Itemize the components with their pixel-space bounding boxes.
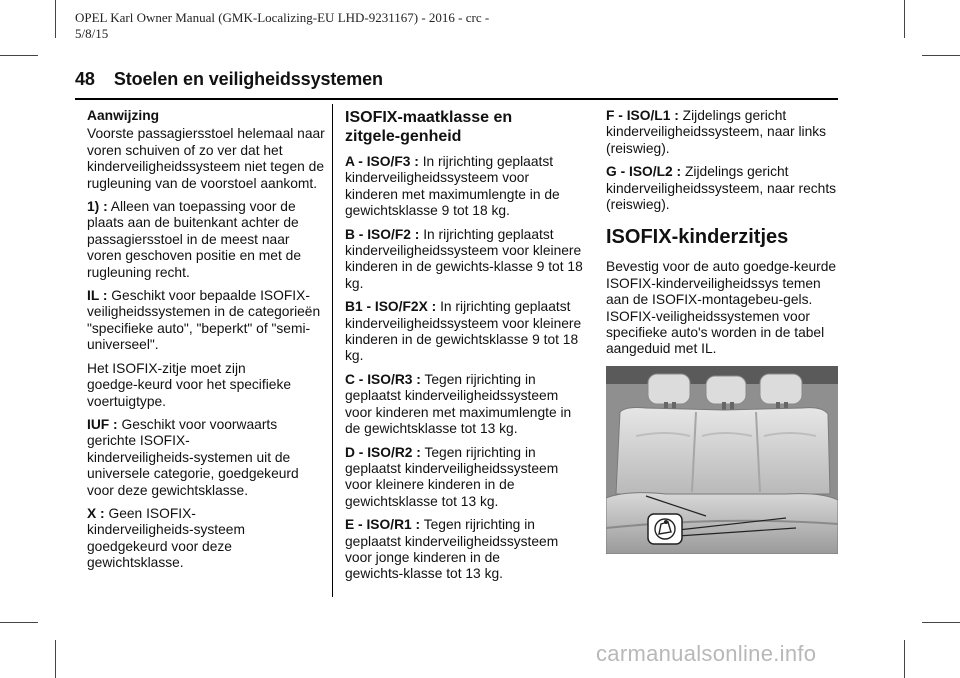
crop-mark — [0, 55, 38, 56]
isofix-section-text: Bevestig voor de auto goedge‑keurde ISOFIX-kinderveiligheidssys temen aan de ISOFIX-montagebeu‑gels. ISOFIX-veiligheidssystemen voor specifieke auto's worden in de tabel aangeduid met IL. — [606, 259, 837, 357]
print-header-line1: OPEL Karl Owner Manual (GMK-Localizing-EU LHD-9231167) - 2016 - crc - — [75, 10, 490, 25]
column-3 — [606, 108, 842, 365]
rear-seat-photo — [606, 366, 838, 554]
isofix-child-seat-icon — [648, 514, 682, 544]
size-class-label: B1 - ISO/F2X : — [345, 299, 437, 315]
definition-label: IUF : — [87, 416, 118, 432]
definition-item — [87, 288, 325, 354]
crop-mark — [922, 55, 960, 56]
size-class-text: Zijdelings gericht kinderveiligheidssysteem, naar rechts (reiswieg). — [606, 164, 837, 213]
size-class-text: In rijrichting geplaatst kinderveiligheidssysteem voor kinderen met maximumlengte in de gewichtsklasse 9 tot 18 kg. — [345, 154, 560, 219]
size-class-text: Tegen rijrichting in geplaatst kinderveiligheidssysteem voor jonge kinderen in de gewichts‑klasse tot 13 kg. — [345, 517, 559, 582]
size-class-text: Tegen rijrichting in geplaatst kinderveiligheidssysteem voor kinderen met maximumlengte in de gewichtsklasse tot 13 kg. — [345, 371, 572, 437]
page-heading — [75, 69, 383, 90]
size-class-text: In rijrichting geplaatst kinderveiligheidssysteem voor kleinere kinderen in de gewichtsklasse 9 tot 18 kg. — [345, 299, 582, 364]
isofix-section-heading: ISOFIX-kinderzitjes — [606, 226, 789, 249]
page-number: 48 — [75, 69, 95, 89]
size-class-item — [345, 299, 585, 365]
size-class-item — [606, 164, 842, 213]
definition-text: Het ISOFIX-zitje moet zijn goedge‑keurd voor het specifieke voertuigtype. — [87, 360, 292, 409]
note-heading: Aanwijzing — [87, 108, 160, 123]
note-text: Voorste passagiersstoel helemaal naar voren schuiven of zo ver dat het kinderveiligheidssysteem niet tegen de rugleuning van de voorstoel aankomt. — [87, 126, 325, 191]
definition-item — [87, 199, 325, 281]
heading-rule — [75, 98, 838, 100]
definition-item — [87, 361, 325, 410]
size-class-label: A - ISO/F3 : — [345, 154, 419, 169]
size-class-label: B - ISO/F2 : — [345, 226, 420, 242]
print-header-line2: 5/8/15 — [75, 26, 109, 41]
definition-text: Geschikt voor bepaalde ISOFIX-veiligheidssystemen in de categorieën "specifieke auto", "beperkt" of "semi-universeel". — [87, 288, 321, 353]
definition-item — [87, 417, 325, 499]
print-header — [75, 10, 489, 42]
size-class-label: F - ISO/L1 : — [606, 108, 679, 123]
crop-mark — [55, 640, 56, 678]
definition-text: Alleen van toepassing voor de plaats aan de buitenkant achter de passagiersstoel in de meest naar voren geschoven positie en met de rugleuning recht. — [87, 199, 301, 280]
size-class-item — [345, 227, 585, 293]
definition-label: IL : — [87, 288, 108, 304]
size-class-text: Zijdelings gericht kinderveiligheidssysteem, naar links (reiswieg). — [606, 108, 827, 156]
column-divider — [332, 104, 333, 597]
crop-mark — [922, 622, 960, 623]
crop-mark — [904, 0, 905, 38]
size-class-text: In rijrichting geplaatst kinderveiligheidssysteem voor kleinere kinderen in de gewichts‑klasse 9 tot 18 kg. — [345, 226, 583, 291]
column-2 — [345, 108, 585, 590]
crop-mark — [904, 640, 905, 678]
definition-label: 1) : — [87, 199, 108, 215]
crop-mark — [55, 0, 56, 38]
size-class-item — [345, 517, 585, 583]
size-class-item — [345, 154, 585, 220]
rear-seat-figure — [606, 366, 838, 554]
size-class-item — [345, 445, 585, 511]
column-1 — [87, 108, 325, 579]
size-class-text: Tegen rijrichting in geplaatst kinderveiligheidssysteem voor kleinere kinderen in de gewichtsklasse tot 13 kg. — [345, 444, 559, 509]
definition-label: X : — [87, 505, 105, 521]
definition-item — [87, 506, 325, 572]
definition-text: Geen ISOFIX-kinderveiligheids‑systeem goedgekeurd voor deze gewichtsklasse. — [87, 505, 245, 571]
definition-text: Geschikt voor voorwaarts gerichte ISOFIX- kinderveiligheids‑systemen uit de universele categorie, goedgekeurd voor deze gewichtsklasse. — [87, 416, 299, 498]
page-title: Stoelen en veiligheidssystemen — [113, 69, 383, 89]
size-class-label: C - ISO/R3 : — [345, 371, 421, 387]
section-heading: ISOFIX-maatklasse en zitgele‑genheid — [345, 109, 513, 145]
size-class-label: G - ISO/L2 : — [606, 164, 682, 180]
size-class-label: E - ISO/R1 : — [345, 517, 421, 533]
watermark: carmanualsonline.info — [596, 641, 817, 666]
size-class-item — [345, 372, 585, 438]
size-class-label: D - ISO/R2 : — [345, 444, 421, 460]
size-class-item — [606, 108, 842, 157]
crop-mark — [0, 622, 38, 623]
